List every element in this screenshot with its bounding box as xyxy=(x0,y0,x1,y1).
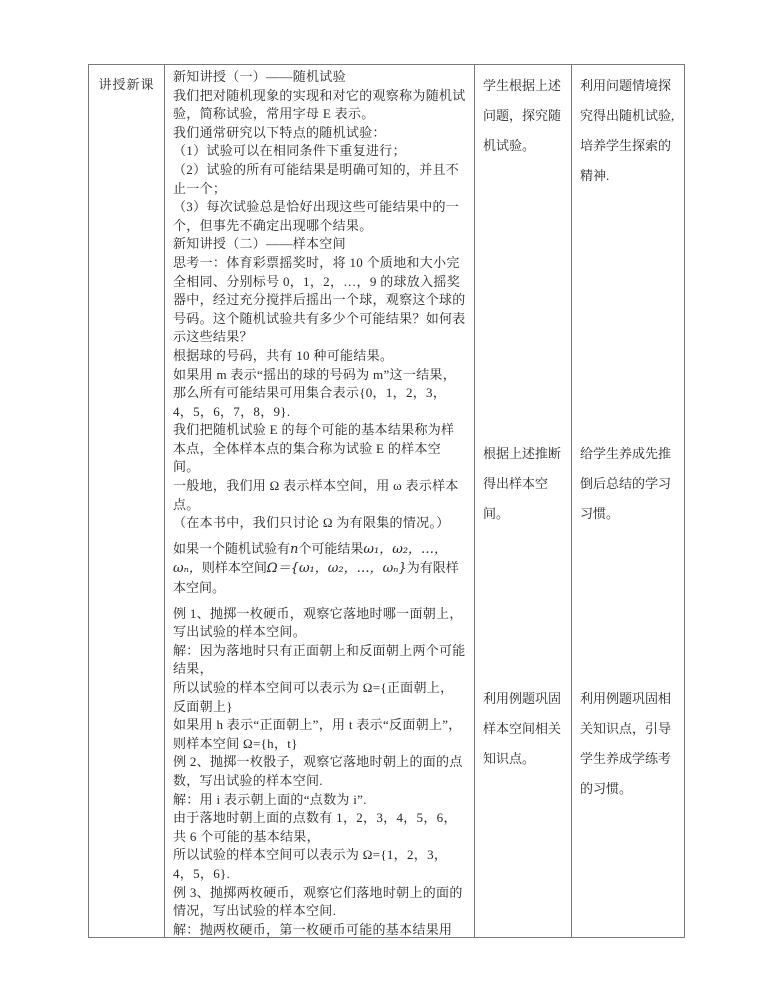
formula-text: 如果一个随机试验有 xyxy=(173,540,291,556)
content-paragraph: （3）每次试验总是恰好出现这些可能结果中的一个，但事先不确定出现哪个结果。 xyxy=(173,199,460,233)
content-paragraph: 所以试验的样本空间可以表示为 Ω={1，2，3，4，5，6}. xyxy=(173,847,448,881)
student-activity-cell xyxy=(474,65,571,937)
content-paragraph: 我们把对随机现象的实现和对它的观察称为随机试验，简称试验，常用字母 E 表示。 xyxy=(173,87,466,122)
activity-note: 学生根据上述问题，探究随机试验。 xyxy=(483,78,562,153)
content-paragraph: 例 2、抛掷一枚骰子，观察它落地时朝上的面的点数，写出试验的样本空间. xyxy=(173,754,463,788)
formula-variable-n: n xyxy=(290,541,299,557)
formula-text: 个可能结果 xyxy=(298,540,364,556)
teaching-content-cell xyxy=(164,65,474,937)
intent-note: 利用问题情境探究得出随机试验,培养学生探索的精神. xyxy=(580,78,675,183)
content-paragraph: （2）试验的所有可能结果是明确可知的，并且不止一个； xyxy=(173,161,460,196)
sample-space-formula xyxy=(173,540,466,598)
formula-omega-list: ω₁，ω₂，…，ωₙ， xyxy=(173,541,448,577)
content-paragraph: 新知讲授（二）——样本空间 xyxy=(173,236,346,252)
content-paragraph: 新知讲授（一）——随机试验 xyxy=(173,69,346,84)
content-paragraph: 根据球的号码，共有 10 种可能结果。 xyxy=(173,347,394,363)
content-paragraph: （在本书中，我们只讨论 Ω 为有限集的情况。） xyxy=(173,515,450,531)
design-intent-cell xyxy=(571,65,684,937)
content-paragraph: 所以试验的样本空间可以表示为 Ω={正面朝上，反面朝上} xyxy=(173,680,454,714)
formula-text: 为有限样本空间。 xyxy=(173,560,459,596)
content-paragraph: 思考一：体育彩票摇奖时，将 10 个质地和大小完全相同、分别标号 0，1，2，…，9 的球放入摇奖器中，经过充分搅拌后摇出一个球，观察这个球的号码。这个随机试验共有多少个可能结果？如何表示这些结果？ xyxy=(173,254,466,345)
content-paragraph: 如果用 m 表示“摇出的球的号码为 m”这一结果，那么所有可能结果可用集合表示{0，1，2，3，4，5，6，7，8，9}. xyxy=(173,366,457,419)
content-paragraph: （1）试验可以在相同条件下重复进行； xyxy=(173,143,406,159)
content-paragraph: 例 1、抛掷一枚硬币，观察它落地时哪一面朝上，写出试验的样本空间。 xyxy=(173,605,463,640)
content-paragraph: 我们通常研究以下特点的随机试验： xyxy=(173,124,386,140)
intent-note: 利用例题巩固相关知识点，引导学生养成学练考的习惯。 xyxy=(580,691,672,796)
content-paragraph: 一般地，我们用 Ω 表示样本空间，用 ω 表示样本点。 xyxy=(173,478,459,512)
formula-omega-set: Ω＝{ω₁，ω₂，…，ωₙ} xyxy=(266,561,407,577)
lesson-plan-table xyxy=(88,64,685,938)
intent-note: 给学生养成先推倒后总结的学习习惯。 xyxy=(580,446,672,521)
formula-text: 则样本空间 xyxy=(201,560,267,576)
content-paragraph: 解：因为落地时只有正面朝上和反面朝上两个可能结果， xyxy=(173,642,466,677)
stage-cell xyxy=(89,65,164,937)
content-paragraph: 我们把随机试验 E 的每个可能的基本结果称为样本点，全体样本点的集合称为试验 E 的样本空间。 xyxy=(173,422,455,475)
activity-note: 根据上述推断得出样本空间。 xyxy=(483,446,562,521)
content-paragraph: 解：抛两枚硬币，第一枚硬币可能的基本结果用 xyxy=(173,921,453,937)
content-paragraph: 则样本空间 Ω={h，t} xyxy=(173,735,298,751)
content-paragraph: 例 3、抛掷两枚硬币，观察它们落地时朝上的面的情况，写出试验的样本空间. xyxy=(173,884,463,919)
content-paragraph: 由于落地时朝上面的点数有 1，2，3，4，5，6，共 6 个可能的基本结果， xyxy=(173,810,457,844)
activity-note: 利用例题巩固样本空间相关知识点。 xyxy=(483,691,562,766)
content-paragraph: 解：用 i 表示朝上面的“点数为 i”. xyxy=(173,791,367,807)
stage-label: 讲授新课 xyxy=(98,77,155,92)
content-paragraph: 如果用 h 表示“正面朝上”，用 t 表示“反面朝上”， xyxy=(173,717,462,733)
